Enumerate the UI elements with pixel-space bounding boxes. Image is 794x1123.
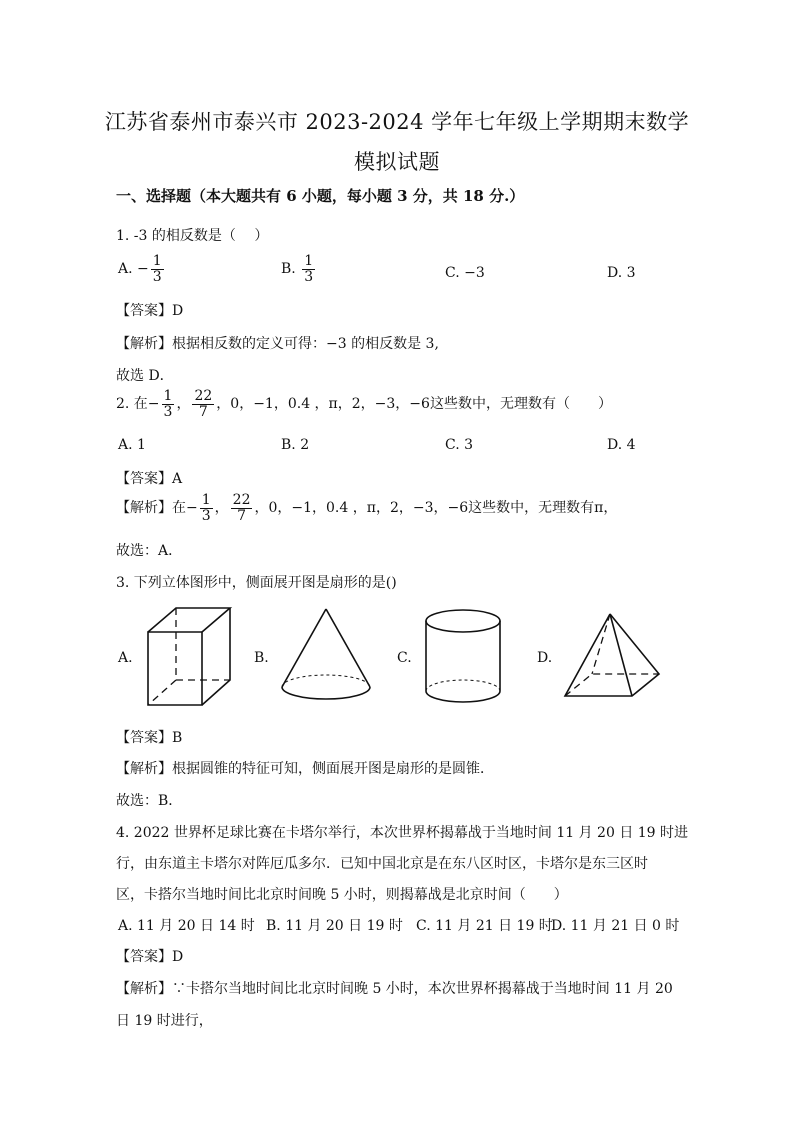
cube-figure	[140, 605, 240, 710]
q2-answer: 【答案】A	[116, 471, 183, 487]
q1-answer: 【答案】D	[116, 303, 184, 319]
q2-analysis: 【解析】在− $\frac{1}{3}$ ， $\frac{22}{7}$ ，0，−1，0.4 ，π，2，−3，−6这些数中，无理数有π，	[116, 492, 618, 524]
q2-option-d: D. 4	[607, 437, 636, 453]
section-heading: 一、选择题（本大题共有 6 小题，每小题 3 分，共 18 分.）	[116, 187, 525, 205]
q3-option-a-label: A.	[118, 650, 133, 666]
q4-stem-line1: 4. 2022 世界杯足球比赛在卡塔尔举行，本次世界杯揭幕战于当地时间 11 月 20 日 19 时进	[116, 825, 689, 841]
q4-stem-line3: 区，卡搭尔当地时间比北京时间晚 5 小时，则揭幕战是北京时间（ ）	[116, 887, 568, 903]
q4-analysis-line2: 日 19 时进行，	[116, 1013, 213, 1029]
q2-conclusion: 故选：A．	[116, 543, 183, 559]
q1-option-c: C. −3	[445, 265, 485, 281]
doc-title-line2: 模拟试题	[354, 150, 440, 174]
cylinder-figure	[420, 605, 510, 710]
q3-stem: 3. 下列立体图形中，侧面展开图是扇形的是()	[116, 575, 397, 591]
q2-option-b: B. 2	[281, 437, 310, 453]
q3-analysis: 【解析】根据圆锥的特征可知，侧面展开图是扇形的是圆锥．	[116, 761, 494, 777]
q1-analysis: 【解析】根据相反数的定义可得：−3 的相反数是 3,	[116, 336, 439, 352]
q4-answer: 【答案】D	[116, 949, 184, 965]
doc-title-line1: 江苏省泰州市泰兴市 2023-2024 学年七年级上学期期末数学	[104, 110, 690, 134]
q4-option-a: A. 11 月 20 日 14 时	[118, 918, 255, 934]
pyramid-figure	[560, 610, 665, 705]
q4-option-b: B. 11 月 20 日 19 时	[266, 918, 403, 934]
q1-conclusion: 故选 D．	[116, 368, 174, 384]
q3-option-c-label: C.	[397, 650, 412, 666]
q1-option-a: A. − $\frac{1}{3}$	[118, 253, 162, 285]
q3-answer: 【答案】B	[116, 730, 183, 746]
q2-stem: 2. 在− $\frac{1}{3}$ ， $\frac{22}{7}$ ，0，−1，0.4 ，π，2，−3，−6这些数中，无理数有（ ）	[116, 388, 612, 420]
q4-option-c: C. 11 月 21 日 19 时	[416, 918, 553, 934]
q4-analysis-line1: 【解析】∵卡搭尔当地时间比北京时间晚 5 小时，本次世界杯揭幕战于当地时间 11 月 20	[116, 981, 673, 997]
q1-option-d: D. 3	[607, 265, 636, 281]
q1-option-b: B. $\frac{1}{3}$	[281, 253, 314, 285]
q3-option-b-label: B.	[254, 650, 269, 666]
q3-option-d-label: D.	[537, 650, 553, 666]
q4-stem-line2: 行，由东道主卡塔尔对阵厄瓜多尔．已知中国北京是在东八区时区，卡塔尔是东三区时	[116, 856, 648, 872]
cone-figure	[277, 605, 377, 705]
q1-stem: 1. -3 的相反数是（ ）	[116, 228, 269, 244]
q4-option-d: D. 11 月 21 日 0 时	[551, 918, 680, 934]
q3-conclusion: 故选：B．	[116, 793, 183, 809]
q2-option-c: C. 3	[445, 437, 474, 453]
q2-option-a: A. 1	[118, 437, 146, 453]
